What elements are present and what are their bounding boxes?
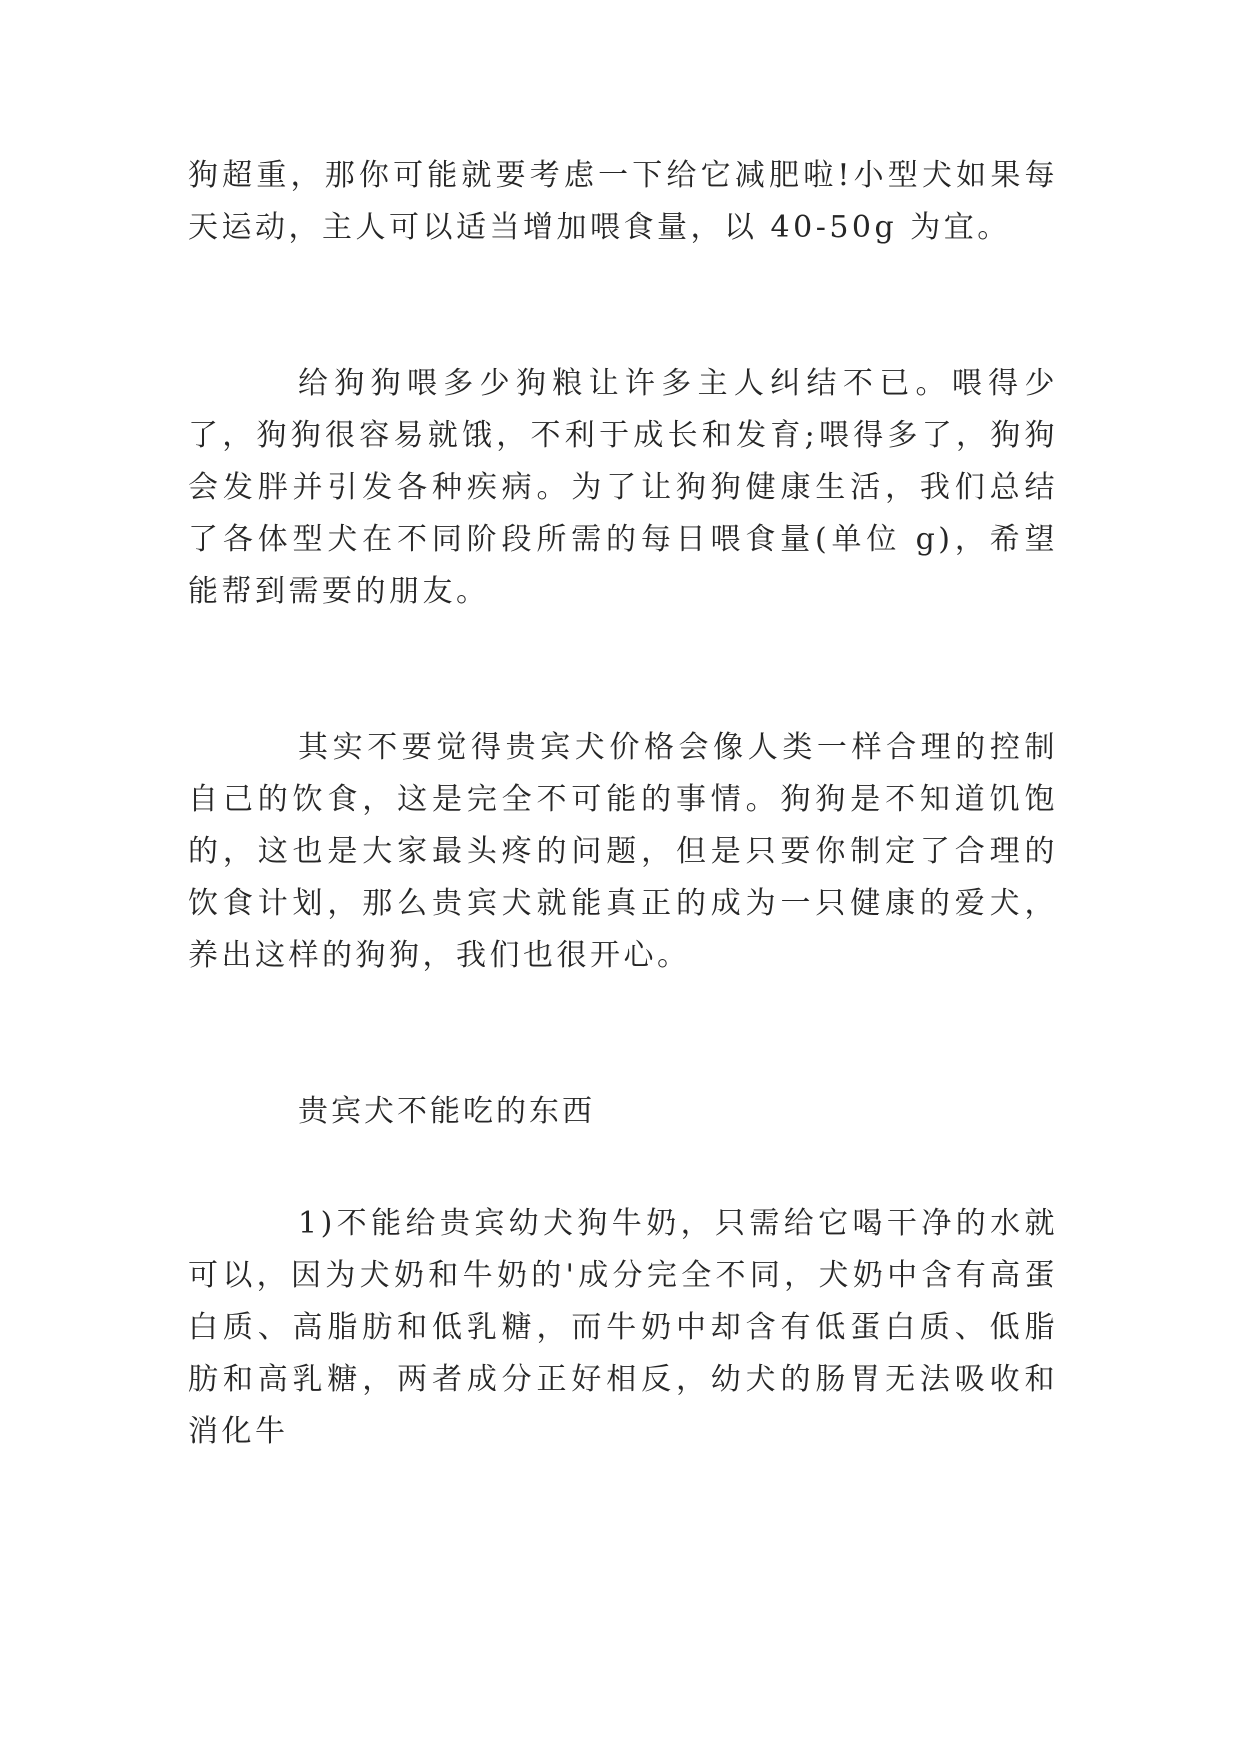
document-body: [188, 150, 1058, 1458]
paragraph-feeding-amount: 给狗狗喂多少狗粮让许多主人纠结不已。喂得少了，狗狗很容易就饿，不利于成长和发育;喂得多了，狗狗会发胖并引发各种疾病。为了让狗狗健康生活，我们总结了各体型犬在不同阶段所需的每日喂食量(单位 g)，希望能帮到需要的朋友。: [188, 366, 1058, 609]
section-heading: 贵宾犬不能吃的东西: [298, 1094, 595, 1129]
paragraph-diet-control: 其实不要觉得贵宾犬价格会像人类一样合理的控制自己的饮食，这是完全不可能的事情。狗狗是不知道饥饱的，这也是大家最头疼的问题，但是只要你制定了合理的饮食计划，那么贵宾犬就能真正的成为一只健康的爱犬，养出这样的狗狗，我们也很开心。: [188, 730, 1058, 973]
paragraph-no-milk: 1)不能给贵宾幼犬狗牛奶，只需给它喝干净的水就可以，因为犬奶和牛奶的'成分完全不同，犬奶中含有高蛋白质、高脂肪和低乳糖，而牛奶中却含有低蛋白质、低脂肪和高乳糖，两者成分正好相反，幼犬的肠胃无法吸收和消化牛: [188, 1206, 1058, 1449]
paragraph-weight-advice: 狗超重，那你可能就要考虑一下给它减肥啦!小型犬如果每天运动，主人可以适当增加喂食量，以 40-50g 为宜。: [188, 158, 1058, 245]
